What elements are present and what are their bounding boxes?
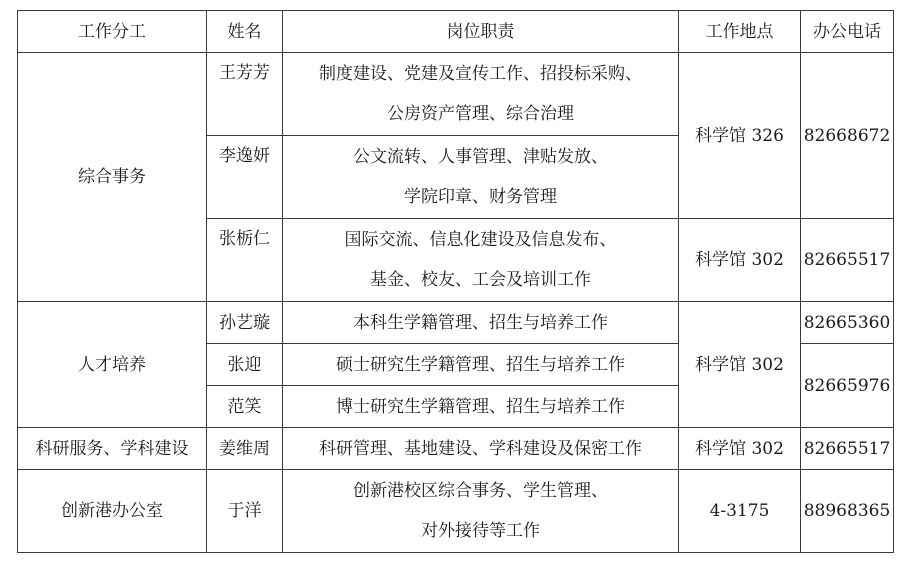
duty-cell xyxy=(283,470,679,553)
duty-line: 创新港校区综合事务、学生管理、 xyxy=(353,481,608,501)
table-row xyxy=(18,470,894,553)
location-cell: 科学馆 302 xyxy=(679,428,801,470)
duty-cell: 博士研究生学籍管理、招生与培养工作 xyxy=(283,386,679,428)
duty-line: 学院印章、财务管理 xyxy=(404,187,557,207)
duty-cell: 本科生学籍管理、招生与培养工作 xyxy=(283,302,679,344)
header-phone: 办公电话 xyxy=(801,11,894,53)
name-cell: 姜维周 xyxy=(207,428,283,470)
table-row xyxy=(18,53,894,136)
name-cell: 孙艺璇 xyxy=(207,302,283,344)
location-cell: 科学馆 302 xyxy=(679,302,801,428)
table-row xyxy=(18,428,894,470)
location-cell: 4-3175 xyxy=(679,470,801,553)
duty-table xyxy=(17,10,894,553)
name-cell: 王芳芳 xyxy=(207,53,283,136)
header-duties: 岗位职责 xyxy=(283,11,679,53)
table-row xyxy=(18,302,894,344)
duty-cell xyxy=(283,136,679,219)
duty-line: 制度建设、党建及宣传工作、招投标采购、 xyxy=(319,64,642,84)
phone-cell: 82665517 xyxy=(801,219,894,302)
phone-cell: 82665517 xyxy=(801,428,894,470)
duty-cell: 科研管理、基地建设、学科建设及保密工作 xyxy=(283,428,679,470)
phone-cell: 82665976 xyxy=(801,344,894,428)
division-cell: 人才培养 xyxy=(18,302,207,428)
header-row xyxy=(18,11,894,53)
division-cell: 综合事务 xyxy=(18,53,207,302)
phone-cell: 82665360 xyxy=(801,302,894,344)
name-cell: 张迎 xyxy=(207,344,283,386)
location-cell: 科学馆 326 xyxy=(679,53,801,219)
division-cell: 创新港办公室 xyxy=(18,470,207,553)
duty-line: 对外接待等工作 xyxy=(421,521,540,541)
location-cell: 科学馆 302 xyxy=(679,219,801,302)
phone-cell: 88968365 xyxy=(801,470,894,553)
duty-line: 基金、校友、工会及培训工作 xyxy=(370,270,591,290)
duty-line: 国际交流、信息化建设及信息发布、 xyxy=(344,230,617,250)
phone-cell: 82668672 xyxy=(801,53,894,219)
duty-cell xyxy=(283,53,679,136)
duty-cell xyxy=(283,219,679,302)
name-cell: 李逸妍 xyxy=(207,136,283,219)
duty-cell: 硕士研究生学籍管理、招生与培养工作 xyxy=(283,344,679,386)
header-division: 工作分工 xyxy=(18,11,207,53)
name-cell: 张栃仁 xyxy=(207,219,283,302)
name-cell: 范笑 xyxy=(207,386,283,428)
duty-line: 公文流转、人事管理、津贴发放、 xyxy=(353,147,608,167)
header-location: 工作地点 xyxy=(679,11,801,53)
duty-line: 公房资产管理、综合治理 xyxy=(387,104,574,124)
division-cell: 科研服务、学科建设 xyxy=(18,428,207,470)
name-cell: 于洋 xyxy=(207,470,283,553)
header-name: 姓名 xyxy=(207,11,283,53)
